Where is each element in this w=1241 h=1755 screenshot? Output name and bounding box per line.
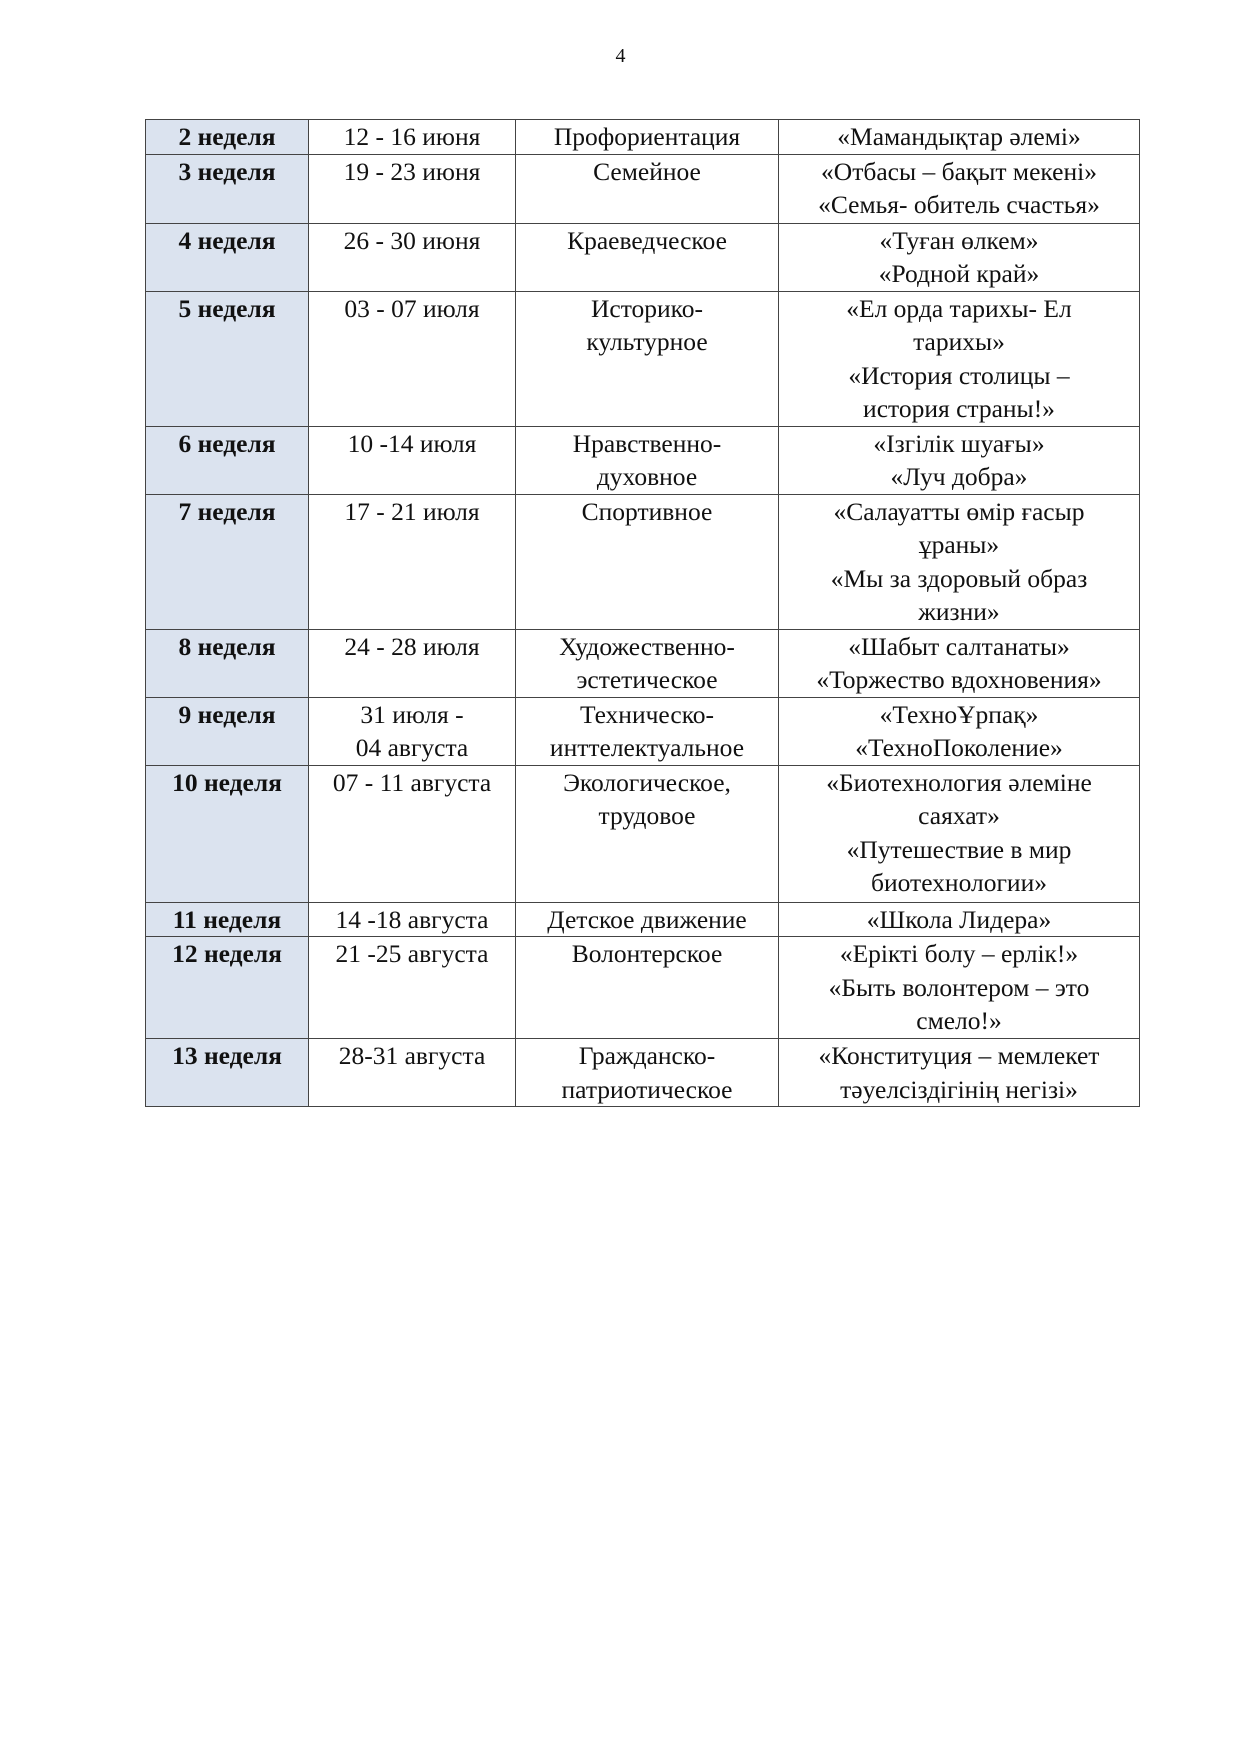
theme-line: «Шабыт салтанаты» [848,631,1070,661]
direction-line: Волонтерское [571,939,723,968]
theme-line: «Семья- обитель счастья» [818,190,1100,219]
theme-line: «Ізгілік шуағы» [873,428,1045,458]
week-cell: 8 неделя [146,629,309,697]
dates-cell [309,1039,516,1107]
theme-line: жизни» [918,597,1000,626]
week-cell: 12 неделя [146,937,309,1039]
theme-cell [779,1039,1140,1107]
week-cell: 13 неделя [146,1039,309,1107]
dates-cell [309,494,516,629]
direction-line: Экологическое, [563,767,731,797]
theme-line: «Ел орда тарихы- Ел [846,293,1072,323]
date-line: 04 августа [355,733,469,762]
theme-cell [779,629,1140,697]
direction-cell [516,697,779,765]
direction-line: Техническо- [579,699,715,729]
dates-cell [309,629,516,697]
date-line: 19 - 23 июня [343,156,481,186]
date-line: 07 - 11 августа [332,767,492,797]
theme-line: «Торжество вдохновения» [816,665,1102,694]
table-row [146,937,1140,1039]
theme-cell [779,223,1140,291]
direction-line: духовное [596,462,698,491]
theme-line: «Школа Лидера» [866,904,1052,934]
theme-cell [779,937,1140,1039]
direction-cell [516,426,779,494]
table-row [146,223,1140,291]
theme-line: «Родной край» [878,259,1040,288]
direction-cell [516,494,779,629]
dates-cell [309,291,516,426]
direction-cell [516,1039,779,1107]
theme-line: «Туған өлкем» [879,225,1039,255]
direction-line: Гражданско- [578,1041,716,1070]
week-cell: 5 неделя [146,291,309,426]
week-cell: 11 неделя [146,902,309,937]
theme-line: история страны!» [863,394,1055,423]
direction-line: трудовое [598,801,696,830]
direction-cell [516,223,779,291]
theme-line: саяхат» [918,801,1000,830]
direction-cell [516,120,779,155]
dates-cell [309,154,516,223]
table-row [146,1039,1140,1107]
schedule-table-body [146,120,1140,1107]
direction-line: Краеведческое [567,225,727,255]
dates-cell [309,765,516,902]
week-cell: 3 неделя [146,154,309,223]
direction-line: Художественно- [559,631,735,661]
direction-cell [516,154,779,223]
week-cell: 6 неделя [146,426,309,494]
theme-cell [779,697,1140,765]
schedule-table [145,119,1140,1107]
direction-line: Спортивное [581,496,713,526]
theme-line: «Биотехнология әлеміне [826,767,1092,797]
date-line: 10 -14 июля [347,428,477,458]
theme-line: «История столицы – [848,360,1070,390]
direction-line: эстетическое [576,665,718,694]
week-cell: 2 неделя [146,120,309,155]
theme-cell [779,902,1140,937]
table-row [146,494,1140,629]
page-number: 4 [615,45,626,67]
theme-cell [779,765,1140,902]
direction-line: культурное [586,327,708,356]
dates-cell [309,120,516,155]
dates-cell [309,697,516,765]
theme-cell [779,426,1140,494]
direction-cell [516,629,779,697]
direction-cell [516,902,779,937]
dates-cell [309,902,516,937]
theme-cell [779,154,1140,223]
table-row [146,120,1140,155]
date-line: 31 июля - [360,699,464,729]
direction-line: инттелектуальное [549,733,745,762]
direction-cell [516,937,779,1039]
dates-cell [309,223,516,291]
date-line: 26 - 30 июня [343,225,481,255]
date-line: 14 -18 августа [335,904,489,934]
theme-cell [779,291,1140,426]
theme-line: тәуелсіздігінің негізі» [840,1074,1078,1104]
theme-line: «Мамандықтар әлемі» [837,122,1081,151]
theme-line: смело!» [916,1006,1002,1035]
theme-line: «Отбасы – бақыт мекені» [821,156,1097,186]
theme-line: «Мы за здоровый образ [830,563,1088,593]
theme-line: «Быть волонтером – это [828,972,1090,1002]
direction-cell [516,765,779,902]
week-cell: 4 неделя [146,223,309,291]
table-row [146,765,1140,902]
theme-line: «Луч добра» [890,462,1028,491]
theme-line: «Конституция – мемлекет [818,1041,1100,1070]
week-cell: 10 неделя [146,765,309,902]
theme-cell [779,494,1140,629]
date-line: 28-31 августа [338,1041,486,1070]
theme-line: «Путешествие в мир [846,834,1072,864]
table-row [146,291,1140,426]
direction-line: Нравственно- [572,428,722,458]
date-line: 21 -25 августа [335,939,489,968]
week-cell: 7 неделя [146,494,309,629]
theme-line: тарихы» [913,327,1005,356]
theme-line: биотехнологии» [871,868,1047,897]
direction-line: патриотическое [561,1074,733,1104]
direction-line: Семейное [593,156,701,186]
date-line: 24 - 28 июля [344,631,480,661]
direction-line: Детское движение [547,904,747,934]
dates-cell [309,937,516,1039]
table-row [146,697,1140,765]
date-line: 03 - 07 июля [344,293,480,323]
direction-cell [516,291,779,426]
theme-line: ұраны» [918,530,1000,559]
dates-cell [309,426,516,494]
table-row [146,154,1140,223]
theme-line: «ТехноПоколение» [855,733,1063,762]
theme-line: «Салауатты өмір ғасыр [833,496,1085,526]
direction-line: Профориентация [553,122,741,151]
table-row [146,902,1140,937]
theme-cell [779,120,1140,155]
table-row [146,426,1140,494]
theme-line: «ТехноҰрпақ» [879,699,1039,729]
table-row [146,629,1140,697]
direction-line: Историко- [590,293,704,323]
week-cell: 9 неделя [146,697,309,765]
theme-line: «Ерікті болу – ерлік!» [839,939,1079,968]
date-line: 12 - 16 июня [343,122,481,151]
date-line: 17 - 21 июля [344,496,480,526]
